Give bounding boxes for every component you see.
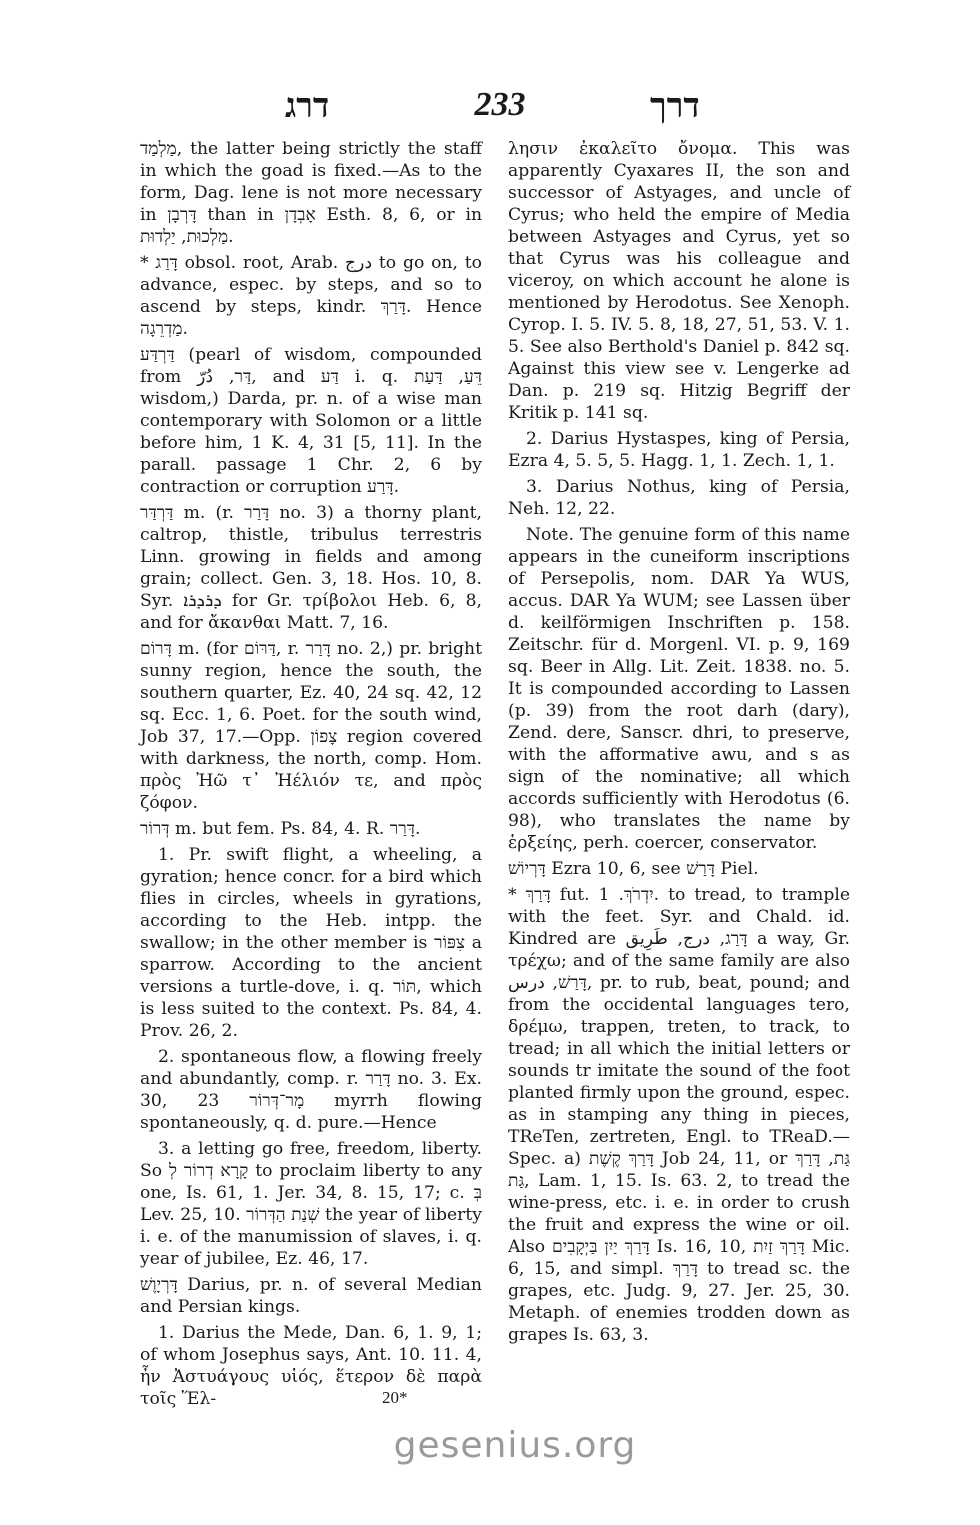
entry-text: 1. Pr. swift flight, a wheeling, a gyration; hence concr. for a bird which flies in circles, wheels in gyrations, according to the Heb. intpp. the swallow; in the other member is צִפּוֹר a sparrow. According to the ancient versions a turtle-dove, i. q. תּוֹר, which is less suited to the context. Ps. 84, 4. Prov. 26, 2. — [140, 845, 482, 1041]
entry-text: Note. The genuine form of this name appears in the cuneiform inscriptions of Persepolis, nom. DAR Ya WUS, accus. DAR Ya WUM; see Lassen über d. keilförmigen Inschriften p. 158. Zeitschr. für d. Morgenl. VI. p. 9, 169 sq. Beer in Allg. Lit. Zeit. 1838. no. 5. It is compounded according to Lassen (p. 39) from the root darh (dary), Zend. dere, Sanscr. dhri, to preserve, with the afformative awu, and s as sign of the nominative; all which accords sufficiently with Herodotus (6. 98), who translates the name by ἑρξείης, perh. coercer, conservator. — [508, 525, 850, 853]
right-column — [508, 138, 850, 1350]
entry-text: דָּרְיוֹשׁ Ezra 10, 6, see דָּרַשׁ Piel. — [508, 859, 759, 879]
entry-text: דָּרוֹם m. (for דַּרּוֹם, r. דָּרַר no. 2,) pr. bright sunny region, hence the south, the southern quarter, Ez. 40, 24 sq. 42, 12 sq. Ecc. 1, 6. Poet. for the south wind, Job 37, 17.—Opp. צָפוֹן region covered with darkness, the north, comp. Hom. πρὸς Ἠῶ τ᾽ Ἠέλιόν τε, and πρὸς ζόφον. — [140, 639, 482, 813]
signature-mark: 20* — [382, 1388, 408, 1407]
entry-text: λησιν ἐκαλεῖτο ὄνομα. This was apparently Cyaxares II, the son and successor of Astyages, and uncle of Cyrus; who held the empire of Media between Astyages and Cyrus, yet so that Cyrus was his colleague and viceroy, on which account he alone is mentioned by Herodotus. See Xenoph. Cyrop. I. 5. IV. 5. 8, 18, 27, 51, 53. V. 1. 5. See also Berthold's Daniel p. 842 sq. Against this view see v. Lengerke ad Dan. p. 219 sq. Hitzig Begriff der Kritik p. 141 sq. — [508, 139, 850, 423]
running-head-left: דרג — [285, 86, 330, 126]
page-number: 233 — [474, 86, 526, 123]
running-head-right: דרך — [650, 86, 700, 126]
entry-text: 2. spontaneous flow, a flowing freely and abundantly, comp. r. דָּרַר no. 3. Ex. 30, 23 מָר־דְּרוֹר myrrh flowing spontaneously, q. d. pure.—Hence — [140, 1047, 482, 1133]
entry-text: 3. a letting go free, freedom, liberty. So קָרָא דְרוֹר לְ to proclaim liberty to any one, Is. 61, 1. Jer. 34, 8. 15, 17; c. בְּ Lev. 25, 10. שְׁנַת הַדְּרוֹר the year of liberty i. e. of the manumission of slaves, i. q. year of jubilee, Ez. 46, 17. — [140, 1139, 483, 1269]
entry-text: דַּרְדַּע (pearl of wisdom, compounded from דַּר, دُرّ, and דַּע i. q. דֵּעַ, דַּעַת wisdom,) Darda, pr. n. of a wise man contemporary with Solomon or a little before him, 1 K. 4, 31 [5, 11]. In the parall. passage 1 Chr. 2, 6 by contraction or corruption דָּרַע. — [140, 345, 482, 497]
entry-text: דָּרְיָוֶשׁ Darius, pr. n. of several Median and Persian kings. — [140, 1275, 482, 1317]
entry-text: דְּרוֹר m. but fem. Ps. 84, 4. R. דָּרַר. — [140, 819, 421, 839]
entry-text: * דָּרַךְ fut. יִדְרֹךְ. 1. to tread, to trample with the feet. Syr. and Chald. id. Kindred are דָּרַג, درج, طَرِيق a way, Gr. τρέχω; and of the same family are also דָּרַשׁ, درس, pr. to rub, beat, pound; and from the occidental languages tero, δρέμω, trappen, treten, to track, to tread; in all which the initial letters or sounds tr imitate the sound of the foot planted firmly upon the ground, espec. as in stamping any thing in pieces, TReTen, zertreten, Engl. to TReaD.—Spec. a) דָּרַךְ קֶשֶׁת Job 24, 11, or גַּת, דָּרַךְ גַּת, Lam. 1, 15. Is. 63. 2, to tread the wine-press, etc. i. e. in order to crush the fruit and express the wine or oil. Also דָּרַךְ יַיִן בַּיְקָבִים Is. 16, 10, דָּרַךְ זַיִת Mic. 6, 15, and simpl. דָּרַךְ to tread sc. the grapes, etc. Judg. 9, 27. Jer. 25, 30. Metaph. of enemies trodden down as grapes Is. 63, 3. — [508, 885, 851, 1345]
left-column — [140, 138, 482, 1414]
entry-text: דַּרְדַּר m. (r. דָּרַר no. 3) a thorny plant, caltrop, thistle, tribulus terrestris Linn. growing in fields and among grain; collect. Gen. 3, 18. Hos. 10, 8. Syr. ܕܪܕܪܐ for Gr. τρίβολοι Heb. 6, 8, and for ἄκανθαι Matt. 7, 16. — [140, 503, 482, 633]
entry-text: * דָּרַג obsol. root, Arab. درج to go on, to advance, espec. by steps, and so to ascend by steps, kindr. דָּרַךְ. Hence מַדְרֵגָה. — [140, 253, 483, 339]
entry-text: 2. Darius Hystaspes, king of Persia, Ezra 4, 5. 5, 5. Hagg. 1, 1. Zech. 1, 1. — [508, 429, 850, 471]
entry-text: מַלְמַד, the latter being strictly the staff in which the goad is fixed.—As to the form, Dag. lene is not more necessary in דָּרְבָן than in אָבְדָן Esth. 8, 6, or in מַלְכוּת, יַלְדוּת. — [140, 139, 483, 247]
entry-text: 3. Darius Nothus, king of Persia, Neh. 12, 22. — [508, 477, 850, 519]
entry-text: 1. Darius the Mede, Dan. 6, 1. 9, 1; of whom Josephus says, Ant. 10. 11. 4, ἦν Ἀστυάγους υἱός, ἕτερον δὲ παρὰ τοῖς Ἕλ- — [140, 1323, 482, 1409]
watermark: gesenius.org — [393, 1425, 637, 1466]
